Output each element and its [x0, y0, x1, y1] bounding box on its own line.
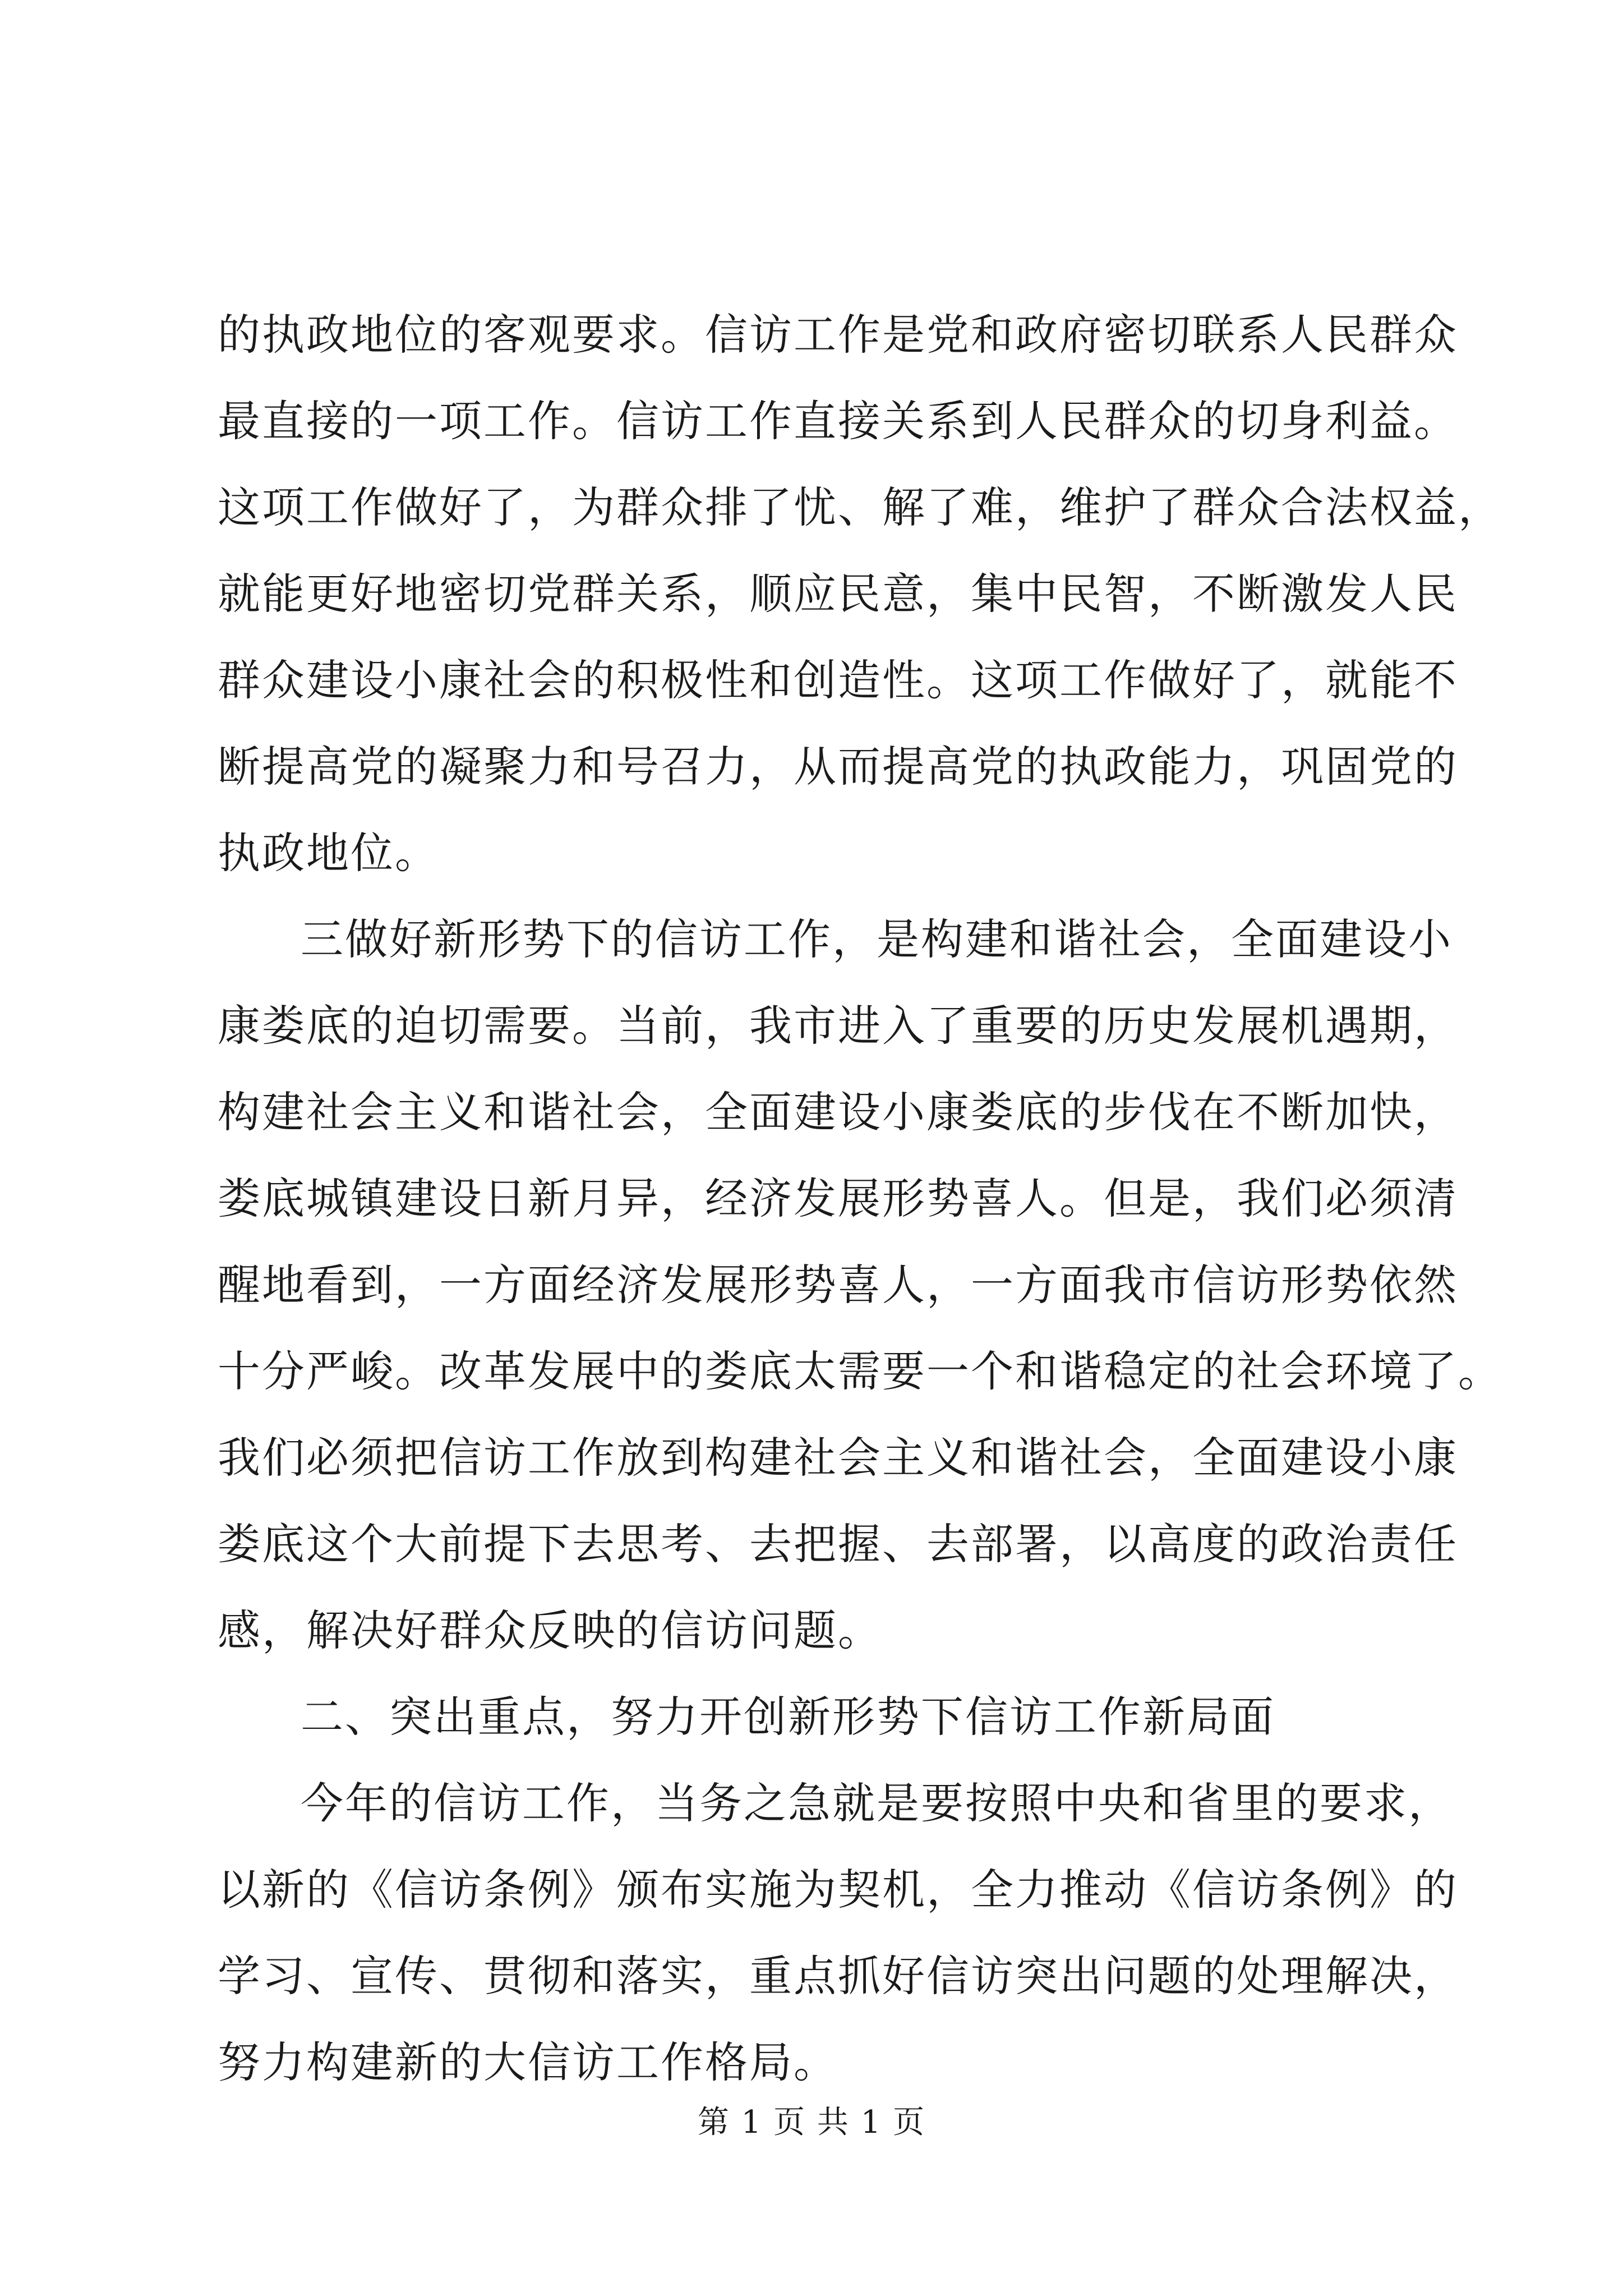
text-line: 努力构建新的大信访工作格局。: [218, 2037, 838, 2087]
heading-line: 二、突出重点，努力开创新形势下信访工作新局面: [301, 1692, 1275, 1742]
text-line: 以新的《信访条例》颁布实施为契机，全力推动《信访条例》的: [218, 1865, 1458, 1915]
text-line: 娄底这个大前提下去思考、去把握、去部署，以高度的政治责任: [218, 1519, 1458, 1569]
text-line: 感，解决好群众反映的信访问题。: [218, 1605, 882, 1655]
text-line: 我们必须把信访工作放到构建社会主义和谐社会，全面建设小康: [218, 1433, 1458, 1483]
text-line: 康娄底的迫切需要。当前，我市进入了重要的历史发展机遇期，: [218, 1001, 1458, 1051]
paragraph-2: [218, 896, 1502, 1674]
text-line: 今年的信访工作，当务之急就是要按照中央和省里的要求，: [301, 1778, 1453, 1828]
text-line: 十分严峻。改革发展中的娄底太需要一个和谐稳定的社会环境了。: [218, 1346, 1502, 1396]
text-line: 三做好新形势下的信访工作，是构建和谐社会，全面建设小: [301, 914, 1453, 964]
text-line: 就能更好地密切党群关系，顺应民意，集中民智，不断激发人民: [218, 569, 1458, 619]
text-line: 群众建设小康社会的积极性和创造性。这项工作做好了，就能不: [218, 655, 1458, 705]
text-line: 构建社会主义和谐社会，全面建设小康娄底的步伐在不断加快，: [218, 1087, 1458, 1137]
section-heading: [218, 1674, 1412, 1760]
text-line: 学习、宣传、贯彻和落实，重点抓好信访突出问题的处理解决，: [218, 1951, 1458, 2001]
text-line: 执政地位。: [218, 828, 439, 878]
page-number: 第 1 页 共 1 页: [697, 2104, 926, 2141]
text-line: 娄底城镇建设日新月异，经济发展形势喜人。但是，我们必须清: [218, 1174, 1458, 1223]
text-line: 最直接的一项工作。信访工作直接关系到人民群众的切身利益。: [218, 396, 1458, 446]
paragraph-1: [218, 292, 1502, 896]
text-line: 的执政地位的客观要求。信访工作是党和政府密切联系人民群众: [218, 310, 1458, 360]
text-line: 醒地看到，一方面经济发展形势喜人，一方面我市信访形势依然: [218, 1260, 1458, 1310]
text-line: 断提高党的凝聚力和号召力，从而提高党的执政能力，巩固党的: [218, 742, 1458, 792]
text-line: 这项工作做好了，为群众排了忧、解了难，维护了群众合法权益，: [218, 482, 1502, 532]
document-body: [218, 292, 1502, 2106]
paragraph-3: [218, 1760, 1458, 2106]
